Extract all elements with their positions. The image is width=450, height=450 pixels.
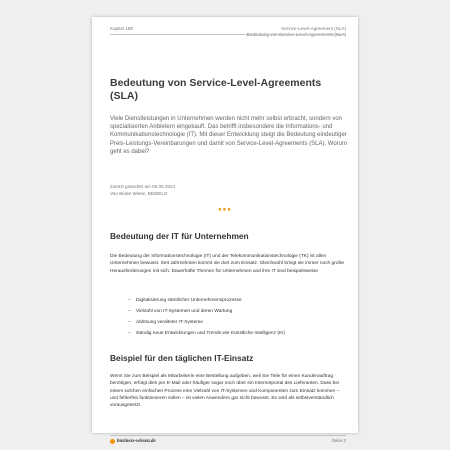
section-divider-dots: ●●● <box>218 207 232 213</box>
list-item-text: Ablösung veralteter IT-Systeme <box>136 320 203 325</box>
list-item <box>128 319 348 330</box>
footer-brand-logo <box>110 437 156 445</box>
page-number: Seite 2 <box>331 438 346 443</box>
list-item <box>128 297 348 308</box>
bullet-marker: – <box>128 298 131 303</box>
list-item <box>128 308 348 319</box>
page-title: Bedeutung von Service-Level-Agreements (SLA) <box>110 77 322 102</box>
header-subsection-title: Bedeutung von Service-Level-Agreements (SLA) <box>246 31 346 37</box>
article-meta <box>110 183 175 197</box>
section-paragraph-it-importance: Die Bedeutung der Informationstechnologie (IT) und der Telekommunikationstechnologie (TK) ist allen Unternehmen bewusst. Seit Jahrzehnten kommt sie dort zum Einsatz. Gleichwohl bringt sie immer noch große Herausforderungen mit sich. Dauerhafte Themen für Unternehmen und ihre IT sind beispielsweise <box>110 254 345 274</box>
author-text: Von Beate Wiese, BEWELO <box>110 191 168 196</box>
brand-name: business-wissen.de <box>117 438 156 444</box>
last-changed-text: Zuletzt geändert am 06.05.2024 <box>110 184 176 189</box>
list-item <box>128 330 348 341</box>
header-chapter: Kapitel 188 <box>110 26 133 31</box>
bullet-marker: – <box>128 331 131 336</box>
header-section-title: Service-Level-Agreement (SLA) <box>281 26 346 31</box>
section-paragraph-daily-it: Wenn Sie zum Beispiel als Mitarbeiterin eine Bestellung aufgeben, weil Sie Teile für einen Kundenauftrag benötigen, erfolgt dies per E-Mail oder häufiger sogar noch über ein Internetportal des Lieferanten. Dass bei einem solchen einfachen Prozess eine Vielzahl von IT-Systemen und Komponenten zum Einsatz kommen – und fehlerfrei funktionieren sollen – ist vielen Anwendern gar nicht bewusst. Es wird als selbstverständlich vorausgesetzt. <box>110 374 340 409</box>
list-item-text: ständig neue Entwicklungen und Trends wie Künstliche Intelligenz (KI) <box>136 331 286 336</box>
topic-list <box>128 297 348 341</box>
list-item-text: Digitalisierung sämtlicher Unternehmensprozesse <box>136 298 242 303</box>
header-breadcrumb <box>247 26 346 37</box>
section-heading-it-importance: Bedeutung der IT für Unternehmen <box>110 231 249 241</box>
document-page <box>92 17 358 444</box>
bullet-marker: – <box>128 309 131 314</box>
footer-divider <box>110 435 346 436</box>
bullet-marker: – <box>128 320 131 325</box>
brand-dot-icon <box>110 439 115 444</box>
intro-paragraph: Viele Dienstleistungen in Unternehmen werden nicht mehr selbst erbracht, sondern von spezialisierten Anbietern eingekauft. Das betrifft insbesondere die Informations- und Kommunikationstechnologie (IT). Mit dieser Entwicklung steigt die Bedeutung eindeutiger Preis-Leistungs-Vereinbarungen und damit von Service-Level-Agreements (SLA). Worum geht es dabei? <box>110 116 348 155</box>
section-heading-daily-it: Beispiel für den täglichen IT-Einsatz <box>110 353 254 363</box>
header-divider <box>110 34 346 35</box>
list-item-text: Vielzahl von IT-Systemen und deren Wartung <box>136 309 233 314</box>
